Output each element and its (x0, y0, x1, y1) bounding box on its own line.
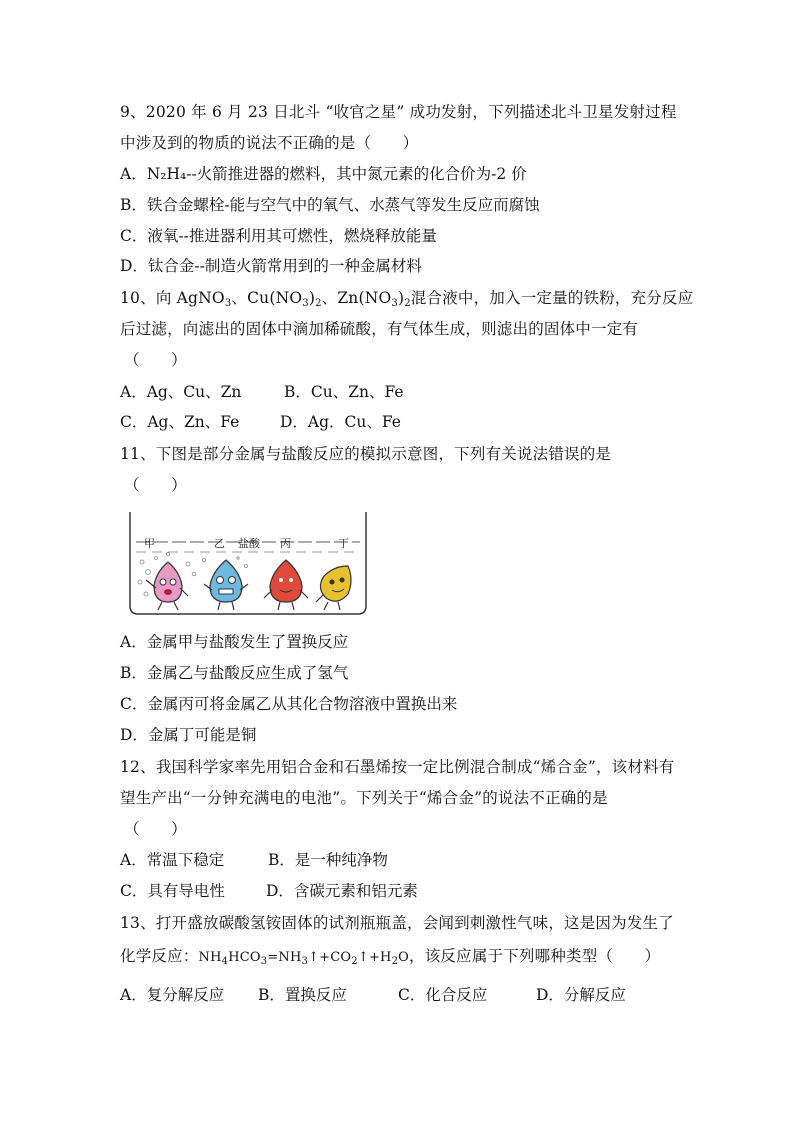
q9-stem-line1: 9、2020 年 6 月 23 日北斗 “收官之星” 成功发射，下列描述北斗卫星发射过程 (120, 103, 677, 121)
q11-stem-line2: （ ） (124, 476, 187, 494)
q9-option-c: C．液氧--推进器利用其可燃性，燃烧释放能量 (120, 227, 437, 245)
q13-option-b: B．置换反应 (258, 986, 347, 1004)
q10-option-b: B．Cu、Zn、Fe (284, 383, 404, 401)
label-jia: 甲 (144, 537, 155, 550)
q10-stem-suffix: 混合液中，加入一定量的铁粉，充分反应 (410, 289, 694, 307)
q11-stem-line1: 11、下图是部分金属与盐酸反应的模拟示意图，下列有关说法错误的是 (120, 445, 612, 463)
metal-bing-drop (264, 560, 308, 610)
label-bing: 丙 (280, 537, 291, 550)
q9-option-b: B．铁合金螺栓-能与空气中的氧气、水蒸气等发生反应而腐蚀 (120, 196, 540, 214)
q12-option-b: B．是一种纯净物 (268, 851, 388, 869)
q10-stem-prefix: 10、向 AgNO (120, 289, 225, 307)
q12-stem-line2: 望生产出“一分钟充满电的电池”。下列关于“烯合金”的说法不正确的是 (120, 789, 608, 807)
q12-stem-line3: （ ） (124, 820, 187, 838)
q13-stem-line1: 13、打开盛放碳酸氢铵固体的试剂瓶瓶盖，会闻到刺激性气味，这是因为发生了 (120, 914, 674, 932)
metal-yi-drop (204, 560, 248, 610)
q13-option-d: D．分解反应 (536, 986, 626, 1004)
q12-stem-line1: 12、我国科学家率先用铝合金和石墨烯按一定比例混合制成“烯合金”，该材料有 (120, 758, 675, 776)
q11-option-a: A．金属甲与盐酸发生了置换反应 (120, 633, 349, 651)
metal-acid-figure (128, 510, 368, 616)
q11-option-c: C．金属丙可将金属乙从其化合物溶液中置换出来 (120, 695, 458, 713)
label-yi: 乙 (214, 537, 225, 550)
q10-formula: 3 (224, 298, 232, 309)
metal-jia-drop (146, 562, 188, 610)
q10-stem-line3: （ ） (124, 351, 187, 369)
q12-option-d: D．含碳元素和铝元素 (266, 882, 418, 900)
q11-option-d: D．金属丁可能是铜 (120, 726, 257, 744)
q10-option-a: A．Ag、Cu、Zn (120, 383, 242, 401)
q13-equation: $NH_4HCO_3=NH_3↑+CO_2↑+H_2O$ (198, 950, 410, 967)
q10-option-c: C．Ag、Zn、Fe (120, 413, 240, 431)
label-ding: 丁 (338, 537, 349, 550)
q10-option-d: D．Ag．Cu、Fe (280, 413, 401, 431)
metal-ding-drop (316, 566, 351, 610)
q9-stem-line2: 中涉及到的物质的说法不正确的是（ ） (120, 134, 419, 152)
q13-option-a: A．复分解反应 (120, 986, 225, 1004)
q13-stem-suffix: ，该反应属于下列哪种类型（ ） (409, 947, 661, 965)
q10-stem-line1: 10、向 AgNO$_3$、$Cu(NO_3)_2$、$Zn(NO_3)_2$混合液中，加入一定量的铁粉，充分反应 (120, 289, 694, 309)
q13-stem-prefix: 化学反应： (120, 947, 199, 965)
label-acid: 盐酸 (238, 537, 260, 550)
q12-option-a: A．常温下稳定 (120, 851, 225, 869)
q13-option-c: C．化合反应 (398, 986, 488, 1004)
q13-stem-line2 (120, 946, 660, 968)
q10-stem-line2: 后过滤，向滤出的固体中滴加稀硫酸，有气体生成，则滤出的固体中一定有 (120, 320, 639, 338)
q11-option-b: B．金属乙与盐酸反应生成了氢气 (120, 664, 349, 682)
q9-option-d: D．钛合金--制造火箭常用到的一种金属材料 (120, 257, 422, 275)
q12-option-c: C．具有导电性 (120, 882, 225, 900)
q9-option-a: A．N₂H₄--火箭推进器的燃料，其中氮元素的化合价为-2 价 (120, 165, 527, 183)
